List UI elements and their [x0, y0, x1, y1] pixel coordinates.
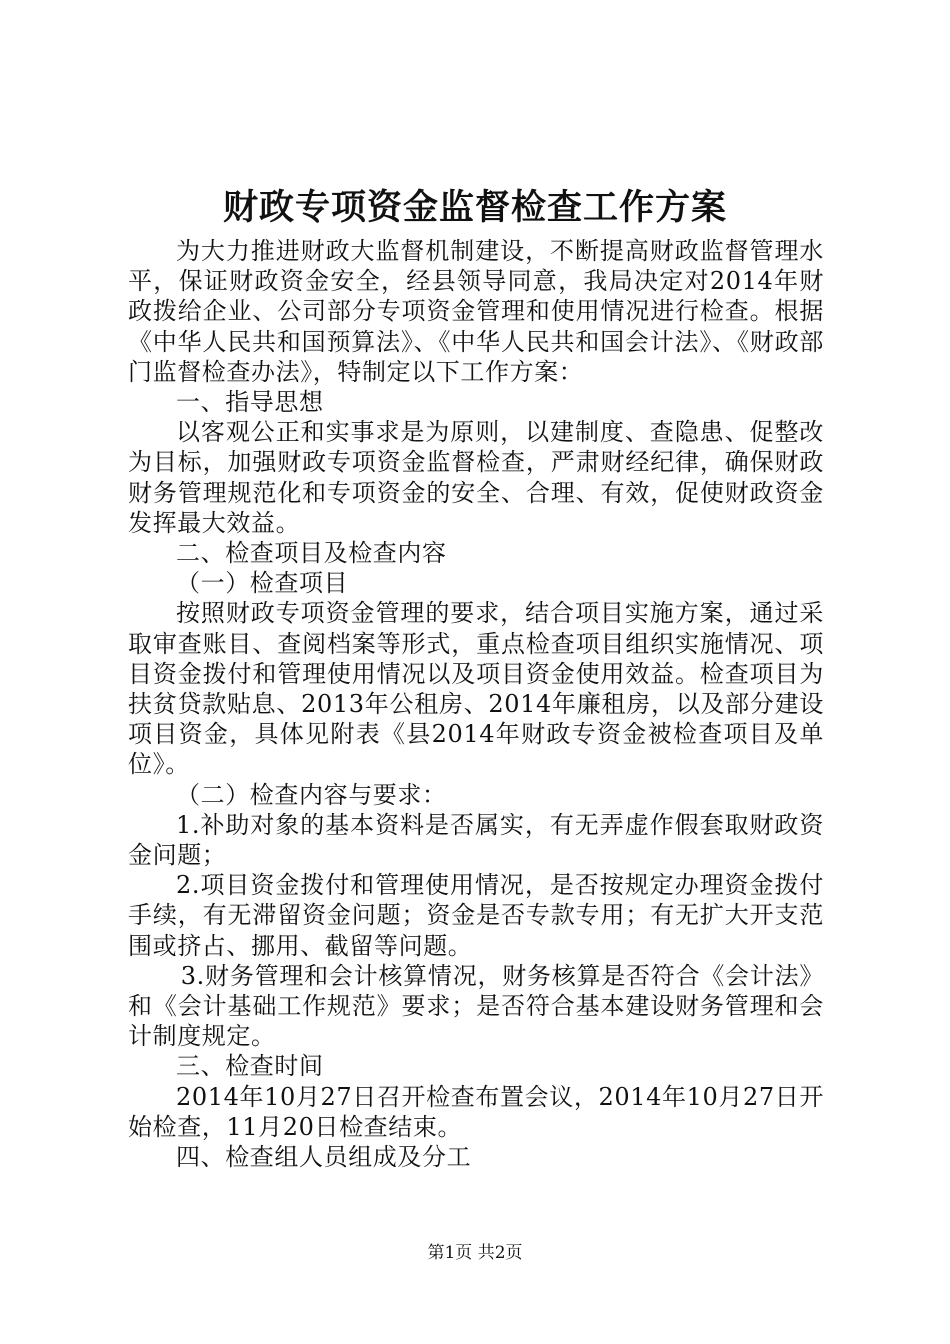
section-heading-guiding-thought: 一、指导思想 — [176, 388, 324, 417]
inspection-time-paragraph: 2014年10月27日召开检查布置会议，2014年10月27日开始检查，11月20日检查结束。 — [128, 1082, 824, 1141]
section-heading-inspection-items: 二、检查项目及检查内容 — [176, 539, 447, 568]
subsection-heading-inspection-projects: （一）检查项目 — [176, 569, 349, 598]
guiding-thought-paragraph: 以客观公正和实事求是为原则，以建制度、查隐患、促整改为目标，加强财政专项资金监督检查，严肃财经纪律，确保财政财务管理规范化和专项资金的安全、合理、有效，促使财政资金发挥最大效益。 — [128, 418, 824, 537]
section-heading-inspection-time: 三、检查时间 — [176, 1052, 324, 1081]
inspection-projects-paragraph: 按照财政专项资金管理的要求，结合项目实施方案，通过采取审查账目、查阅档案等形式，重点检查项目组织实施情况、项目资金拨付和管理使用情况以及项目资金使用效益。检查项目为扶贫贷款贴息、2013年公租房、2014年廉租房，以及部分建设项目资金，具体见附表《县2014年财政专资金被检查项目及单位》。 — [128, 599, 824, 779]
document-body — [128, 236, 824, 1172]
section-heading-team-composition: 四、检查组人员组成及分工 — [176, 1143, 472, 1172]
requirement-item-1: 1.补助对象的基本资料是否属实，有无弄虚作假套取财政资金问题； — [128, 810, 824, 870]
requirement-item-3: 3.财务管理和会计核算情况，财务核算是否符合《会计法》和《会计基础工作规范》要求；是否符合基本建设财务管理和会计制度规定。 — [128, 961, 824, 1051]
requirement-item-2: 2.项目资金拨付和管理使用情况，是否按规定办理资金拨付手续，有无滞留资金问题；资金是否专款专用；有无扩大开支范围或挤占、挪用、截留等问题。 — [128, 871, 824, 960]
document-title: 财政专项资金监督检查工作方案 — [222, 187, 727, 228]
subsection-heading-content-requirements: （二）检查内容与要求： — [176, 780, 447, 809]
intro-paragraph: 为大力推进财政大监督机制建设，不断提高财政监督管理水平，保证财政资金安全，经县领导同意，我局决定对2014年财政拨给企业、公司部分专项资金管理和使用情况进行检查。根据《中华人民共和国预算法》、《中华人民共和国会计法》、《财政部门监督检查办法》，特制定以下工作方案： — [128, 237, 824, 386]
page-footer: 第1页 共2页 — [427, 1243, 523, 1263]
